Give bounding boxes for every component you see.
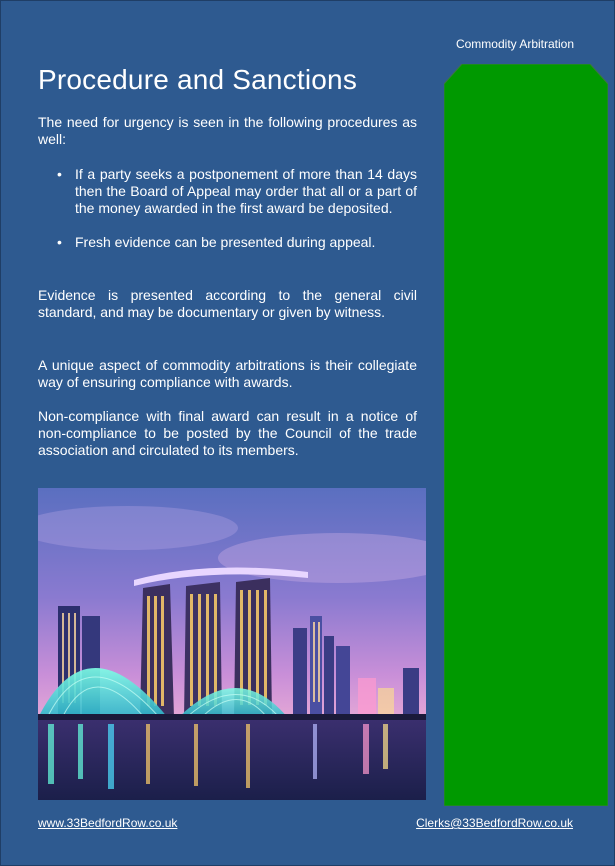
procedure-list xyxy=(38,166,417,251)
email-link[interactable]: Clerks@33BedfordRow.co.uk xyxy=(416,816,573,830)
evidence-paragraph: Evidence is presented according to the general civil standard, and may be documentary or given by witness. xyxy=(38,287,417,320)
page-title: Procedure and Sanctions xyxy=(38,64,358,95)
header-label: Commodity Arbitration xyxy=(455,37,575,51)
list-item: • If a party seeks a postponement of more than 14 days then the Board of Appeal may order that all or a part of the money awarded in the first award be deposited. xyxy=(75,166,417,217)
unique-aspect-paragraph: A unique aspect of commodity arbitrations is their collegiate way of ensuring compliance with awards. xyxy=(38,357,417,390)
noncompliance-paragraph: Non-compliance with final award can result in a notice of non-compliance to be posted by the Council of the trade association and circulated to its members. xyxy=(38,408,417,458)
intro-paragraph: The need for urgency is seen in the following procedures as well: xyxy=(38,114,417,147)
skyline-photo xyxy=(38,488,426,800)
website-link[interactable]: www.33BedfordRow.co.uk xyxy=(38,816,178,830)
body-content xyxy=(38,114,417,459)
side-panel xyxy=(444,64,608,806)
list-item: • Fresh evidence can be presented during appeal. xyxy=(75,234,417,251)
